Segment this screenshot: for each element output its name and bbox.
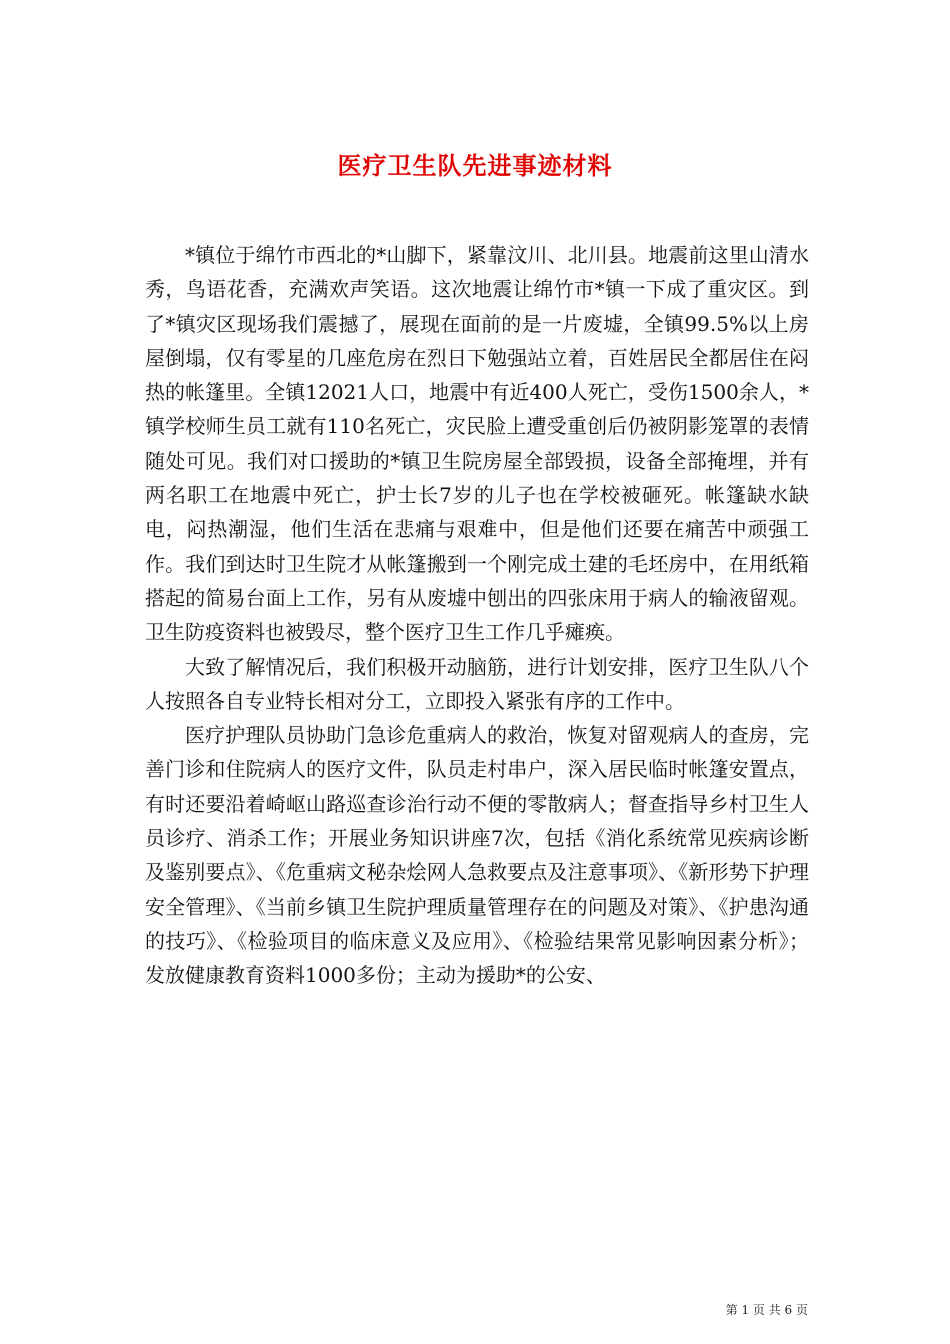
document-title: 医疗卫生队先进事迹材料 <box>337 151 613 181</box>
page-number-footer: 第 1 页 共 6 页 <box>725 1303 808 1317</box>
paragraph-1: *镇位于绵竹市西北的*山脚下，紧靠汶川、北川县。地震前这里山清水秀，鸟语花香，充满欢声笑语。这次地震让绵竹市*镇一下成了重灾区。到了*镇灾区现场我们震撼了，展现在面前的是一片废墟，全镇99.5%以上房屋倒塌，仅有零星的几座危房在烈日下勉强站立着，百姓居民全都居住在闷热的帐篷里。全镇12021人口，地震中有近400人死亡，受伤1500余人，*镇学校师生员工就有110名死亡，灾民脸上遭受重创后仍被阴影笼罩的表情随处可见。我们对口援助的*镇卫生院房屋全部毁损，设备全部掩埋，并有两名职工在地震中死亡，护士长7岁的儿子也在学校被砸死。帐篷缺水缺电，闷热潮湿，他们生活在悲痛与艰难中，但是他们还要在痛苦中顽强工作。我们到达时卫生院才从帐篷搬到一个刚完成土建的毛坯房中，在用纸箱搭起的简易台面上工作，另有从废墟中刨出的四张床用于病人的输液留观。卫生防疫资料也被毁尽，整个医疗卫生工作几乎瘫痪。 <box>145 243 809 645</box>
paragraph-2: 大致了解情况后，我们积极开动脑筋，进行计划安排，医疗卫生队八个人按照各自专业特长相对分工，立即投入紧张有序的工作中。 <box>145 654 809 713</box>
document-body <box>145 238 809 993</box>
paragraph-3: 医疗护理队员协助门急诊危重病人的救治，恢复对留观病人的查房，完善门诊和住院病人的医疗文件，队员走村串户，深入居民临时帐篷安置点，有时还要沿着崎岖山路巡查诊治行动不便的零散病人；督查指导乡村卫生人员诊疗、消杀工作；开展业务知识讲座7次，包括《消化系统常见疾病诊断及鉴别要点》、《危重病文秘杂烩网人急救要点及注意事项》、《新形势下护理安全管理》、《当前乡镇卫生院护理质量管理存在的问题及对策》、《护患沟通的技巧》、《检验项目的临床意义及应用》、《检验结果常见影响因素分析》；发放健康教育资料1000多份；主动为援助*的公安、 <box>145 723 809 988</box>
